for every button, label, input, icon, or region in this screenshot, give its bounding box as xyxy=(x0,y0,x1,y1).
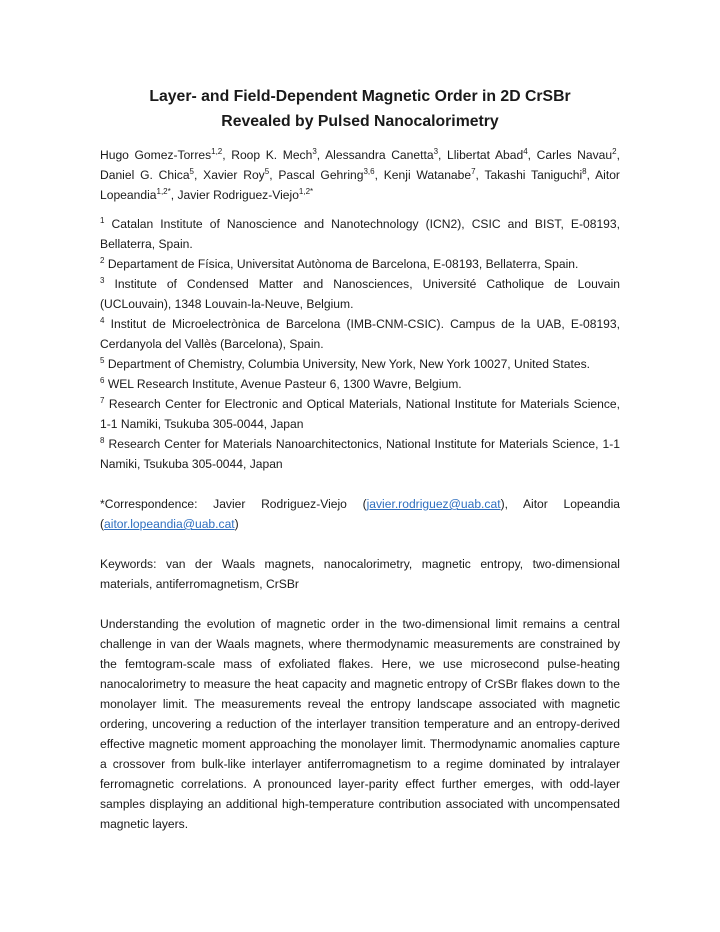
paper-title xyxy=(100,84,620,134)
author-list xyxy=(100,145,620,205)
affiliation xyxy=(100,314,620,354)
author-name: Carles Navau xyxy=(536,148,613,162)
author-separator: , xyxy=(586,168,596,182)
author-affiliation-mark: 4 xyxy=(523,146,528,156)
affiliation xyxy=(100,394,620,434)
author-affiliation-mark: 1,2* xyxy=(156,186,171,196)
affiliation xyxy=(100,434,620,474)
affiliation xyxy=(100,254,620,274)
affiliation-number: 7 xyxy=(100,395,105,405)
author-affiliation-mark: 7 xyxy=(471,166,476,176)
email-link-lopeandia[interactable]: aitor.lopeandia@uab.cat xyxy=(104,517,235,531)
paper-page xyxy=(100,84,620,834)
affiliation-number: 3 xyxy=(100,275,105,285)
author-separator: , xyxy=(374,168,384,182)
affiliation-text: WEL Research Institute, Avenue Pasteur 6, 1300 Wavre, Belgium. xyxy=(104,377,462,391)
author-separator: , xyxy=(438,148,447,162)
email-link-rodriguez[interactable]: javier.rodriguez@uab.cat xyxy=(366,497,501,511)
author-name: Daniel G. Chica xyxy=(100,168,190,182)
abstract: Understanding the evolution of magnetic order in the two-dimensional limit remains a central challenge in van der Waals magnets, where thermodynamic measurements are constrained by the femtogram-scale mass of exfoliated flakes. Here, we use microsecond pulse-heating nanocalorimetry to measure the heat capacity and magnetic entropy of CrSBr flakes down to the monolayer limit. The measurements reveal the entropy landscape associated with magnetic ordering, uncovering a reduction of the interlayer transition temperature and an entropy-derived effective magnetic moment approaching the monolayer limit. Thermodynamic anomalies capture a crossover from bulk-like interlayer antiferromagnetism to a regime dominated by intralayer ferromagnetic correlations. A pronounced layer-parity effect further emerges, with odd-layer samples displaying an additional high-temperature contribution associated with uncompensated magnetic layers. xyxy=(100,617,620,831)
author-separator: , xyxy=(170,188,178,202)
affiliation xyxy=(100,274,620,314)
correspondence-suffix: ) xyxy=(234,517,239,531)
affiliation-number: 2 xyxy=(100,255,105,265)
author-affiliation-mark: 3 xyxy=(312,146,317,156)
affiliation-text: Department of Chemistry, Columbia University, New York, New York 10027, United States. xyxy=(104,357,590,371)
affiliation xyxy=(100,374,620,394)
author-affiliation-mark: 5 xyxy=(189,166,194,176)
affiliation-text: Catalan Institute of Nanoscience and Nanotechnology (ICN2), CSIC and BIST, E-08193, Bellaterra, Spain. xyxy=(100,217,620,251)
correspondence-prefix: *Correspondence: Javier Rodriguez-Viejo ( xyxy=(100,497,367,511)
author-separator: , xyxy=(316,148,326,162)
author-name: Aitor Lopeandia xyxy=(100,168,620,202)
author-separator: , xyxy=(222,148,232,162)
affiliation-text: Institute of Condensed Matter and Nanosciences, Université Catholique de Louvain (UCLouvain), 1348 Louvain-la-Neuve, Belgium. xyxy=(100,277,620,311)
affiliation-text: Departament de Física, Universitat Autònoma de Barcelona, E-08193, Bellaterra, Spain. xyxy=(104,257,579,271)
affiliation xyxy=(100,354,620,374)
correspondence-middle: ), Aitor Lopeandia ( xyxy=(100,497,620,531)
author-affiliation-mark: 3 xyxy=(433,146,439,156)
affiliation xyxy=(100,214,620,254)
title-line-2: Revealed by Pulsed Nanocalorimetry xyxy=(221,113,499,130)
author-separator: , xyxy=(475,168,485,182)
author-affiliation-mark: 1,2* xyxy=(298,186,314,196)
title-line-1: Layer- and Field-Dependent Magnetic Order in 2D CrSBr xyxy=(149,88,571,105)
affiliation-number: 1 xyxy=(100,215,105,225)
affiliation-number: 8 xyxy=(100,435,105,445)
author-separator: , xyxy=(527,148,537,162)
author-separator: , xyxy=(616,148,620,162)
author-name: Kenji Watanabe xyxy=(383,168,472,182)
affiliation-text: Institut de Microelectrònica de Barcelona (IMB-CNM-CSIC). Campus de la UAB, E-08193, Cerdanyola del Vallès (Barcelona), Spain. xyxy=(100,317,620,351)
author-name: Roop K. Mech xyxy=(231,148,313,162)
affiliation-number: 6 xyxy=(100,375,105,385)
author-separator: , xyxy=(194,168,204,182)
affiliation-text: Research Center for Materials Nanoarchitectonics, National Institute for Materials Science, 1-1 Namiki, Tsukuba 305-0044, Japan xyxy=(100,437,620,471)
author-affiliation-mark: 8 xyxy=(582,166,587,176)
author-affiliation-mark: 3,6 xyxy=(363,166,375,176)
affiliation-number: 5 xyxy=(100,355,105,365)
keywords: Keywords: van der Waals magnets, nanocalorimetry, magnetic entropy, two-dimensional materials, antiferromagnetism, CrSBr xyxy=(100,557,620,591)
author-name: Hugo Gomez-Torres xyxy=(100,148,212,162)
author-affiliation-mark: 1,2 xyxy=(211,146,223,156)
affiliation-text: Research Center for Electronic and Optical Materials, National Institute for Materials Science, 1-1 Namiki, Tsukuba 305-0044, Japan xyxy=(100,397,620,431)
author-separator: , xyxy=(269,168,279,182)
author-name: Javier Rodriguez-Viejo xyxy=(177,188,299,202)
affiliation-list xyxy=(100,214,620,474)
affiliation-number: 4 xyxy=(100,315,105,325)
author-name: Xavier Roy xyxy=(203,168,265,182)
author-name: Takashi Taniguchi xyxy=(484,168,583,182)
author-affiliation-mark: 5 xyxy=(264,166,270,176)
correspondence xyxy=(100,494,620,534)
author-name: Alessandra Canetta xyxy=(325,148,434,162)
author-affiliation-mark: 2 xyxy=(612,146,617,156)
author-name: Pascal Gehring xyxy=(278,168,364,182)
author-name: Llibertat Abad xyxy=(446,148,524,162)
